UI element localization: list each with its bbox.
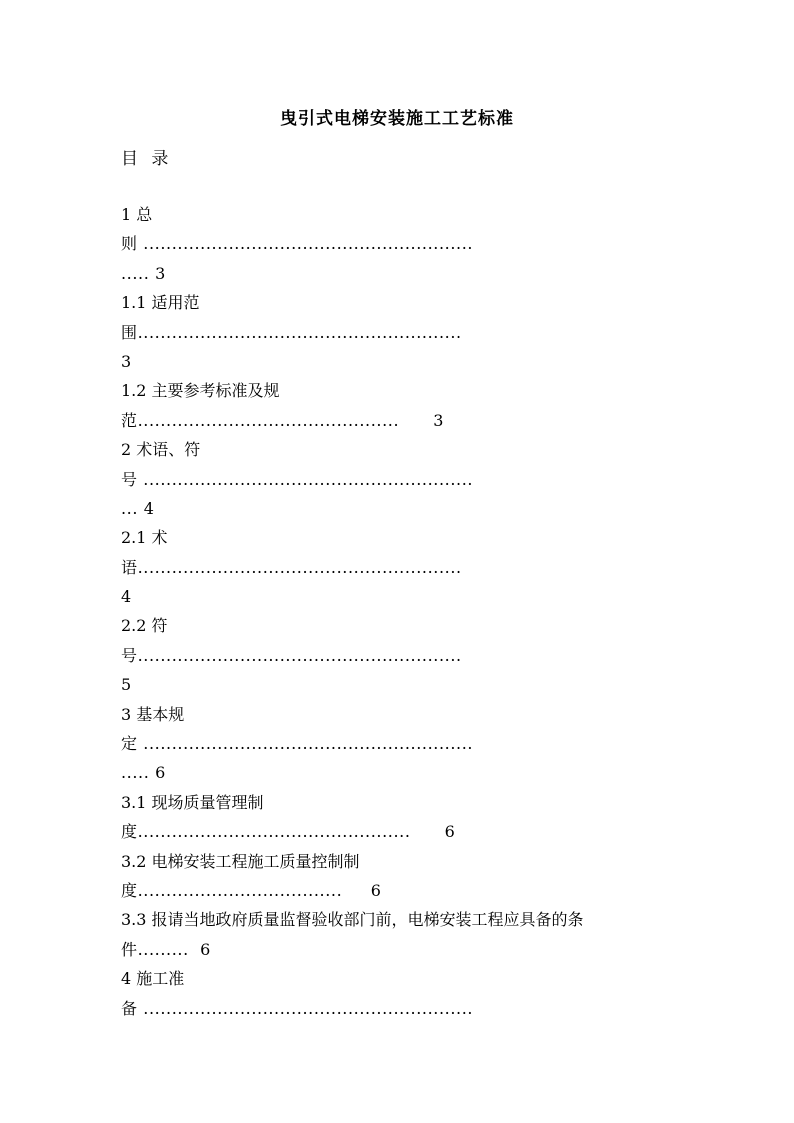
toc-line: ... 4: [121, 498, 155, 518]
toc-line: 号.........................................................: [121, 645, 462, 665]
toc-line: 1.1 适用范: [121, 293, 200, 313]
toc-line: 3 基本规: [121, 704, 185, 724]
toc-line: 2.1 术: [121, 528, 168, 548]
toc-line: 1 总: [121, 205, 153, 224]
toc-line: 3: [121, 351, 132, 371]
toc-line: 4: [121, 587, 132, 607]
toc-line: 度.................................... 6: [121, 880, 382, 900]
document-title: 曳引式电梯安装施工工艺标准: [280, 109, 514, 129]
toc-line: 备 ..........................................................: [121, 998, 474, 1018]
toc-line: 2 术语、符: [121, 440, 201, 460]
toc-line: 1.2 主要参考标准及规: [121, 381, 280, 401]
toc-line: 度................................................ 6: [121, 822, 456, 842]
toc-line: 则 ..........................................................: [121, 234, 474, 254]
table-of-contents: [121, 200, 669, 1023]
toc-line: 4 施工准: [121, 969, 185, 989]
toc-line: 件......... 6: [121, 939, 211, 959]
toc-line: 号 ..........................................................: [121, 469, 474, 489]
toc-line: 3.1 现场质量管理制: [121, 792, 264, 812]
toc-line: ..... 3: [121, 263, 166, 283]
toc-line: 3.3 报请当地政府质量监督验收部门前，电梯安装工程应具备的条: [121, 910, 584, 930]
toc-line: 2.2 符: [121, 616, 168, 636]
toc-line: ..... 6: [121, 763, 166, 783]
toc-line: 定 ..........................................................: [121, 734, 474, 754]
toc-heading: 目 录: [121, 149, 173, 169]
toc-line: 围.........................................................: [121, 322, 462, 342]
toc-line: 语.........................................................: [121, 557, 462, 577]
toc-line: 范.............................................. 3: [121, 410, 445, 430]
toc-line: 5: [121, 675, 132, 695]
toc-line: 3.2 电梯安装工程施工质量控制制: [121, 851, 360, 871]
